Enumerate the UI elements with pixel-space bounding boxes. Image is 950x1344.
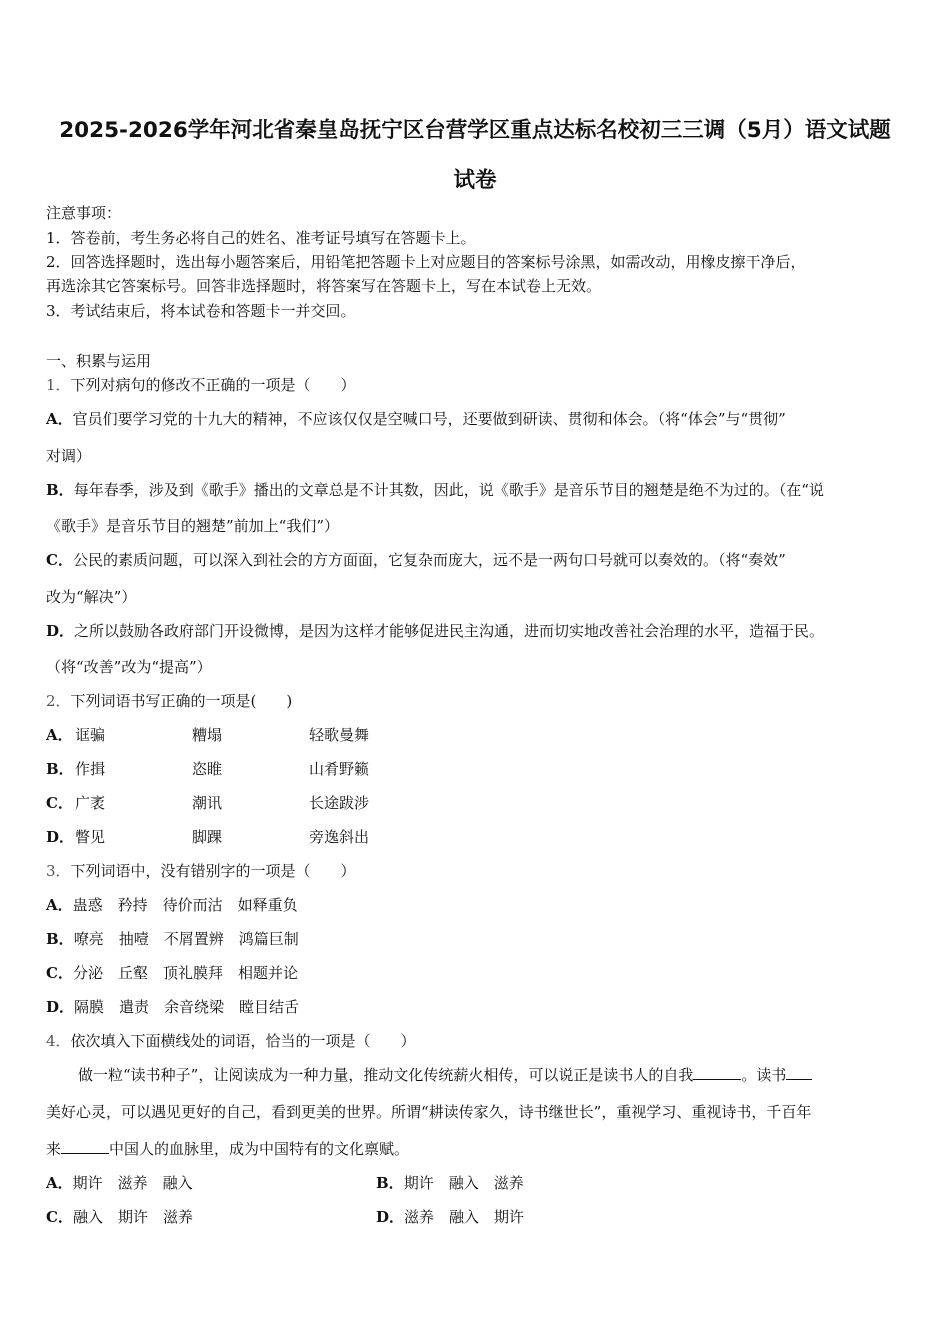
option-word: 轻歌曼舞 [309,726,370,744]
question-1 [46,375,356,395]
option-label: B． [46,930,74,948]
option-word: 糟塌 [192,726,223,744]
exam-title-continued: 试卷 [453,168,497,193]
question-4 [46,1031,416,1051]
option-text: 融入 期许 滋养 [72,1208,193,1226]
q4-passage-line [46,1139,409,1159]
option-label: A． [46,896,73,914]
option-label: C． [46,794,73,812]
q1-option-c [46,550,786,570]
question-stem: 下列词语中，没有错别字的一项是（ ） [70,862,356,880]
option-label: C． [46,1208,73,1226]
question-stem: 依次填入下面横线处的词语，恰当的一项是（ ） [70,1032,416,1050]
option-word: 潮讯 [192,794,223,812]
option-text: 嘹亮 抽噎 不屑置辨 鸿篇巨制 [73,930,299,948]
q4-option-c [46,1207,193,1227]
option-label: B． [46,760,74,778]
option-label: A． [46,410,73,428]
option-word: 脚踝 [192,828,223,846]
q1-option-a-cont: 对调） [46,447,92,465]
question-2 [46,691,292,711]
option-text: 隔膜 遣责 余音绕梁 瞠目结舌 [74,998,300,1016]
q4-option-a [46,1173,193,1193]
q4-option-d [376,1207,524,1227]
q3-option-d [46,997,299,1017]
option-label: A． [46,1174,73,1192]
passage-text: 来 [46,1140,62,1158]
q3-option-c [46,963,298,983]
question-number: 1． [46,376,71,394]
question-stem: 下列对病句的修改不正确的一项是（ ） [70,376,356,394]
q4-passage-line [78,1065,812,1085]
option-text: 蛊惑 矜持 待价而沽 如释重负 [72,896,298,914]
fill-blank [693,1065,741,1080]
option-word: 作揖 [75,760,106,778]
q3-option-b [46,929,299,949]
option-word: 广袤 [75,794,106,812]
q1-option-a [46,409,786,429]
option-text: 期许 滋养 融入 [72,1174,193,1192]
option-word: 长途跋涉 [309,794,370,812]
option-text: 分泌 丘壑 顶礼膜拜 相题并论 [72,964,298,982]
q3-option-a [46,895,298,915]
notice-heading: 注意事项： [46,204,122,222]
option-label: D． [46,828,75,846]
q1-option-d [46,621,824,641]
question-stem: 下列词语书写正确的一项是( ) [70,692,293,710]
fill-blank [61,1139,109,1154]
option-label: C． [46,964,73,982]
question-number: 2． [46,692,71,710]
section-heading: 一、积累与运用 [46,352,152,370]
option-label: D． [46,622,75,640]
notice-item: 2．回答选择题时，选出每小题答案后，用铅笔把答题卡上对应题目的答案标号涂黑，如需改动，用橡皮擦干净后， [46,253,806,271]
option-label: C． [46,551,73,569]
option-label: B． [376,1174,404,1192]
option-word: 山肴野籁 [309,760,370,778]
option-text: 公民的素质问题，可以深入到社会的方方面面，它复杂而庞大，远不是一两句口号就可以奏效的。（将“奏效” [72,551,786,569]
exam-title: 2025-2026学年河北省秦皇岛抚宁区台营学区重点达标名校初三三调（5月）语文试题 [59,118,891,143]
q1-option-b [46,480,824,500]
question-number: 3． [46,862,71,880]
option-label: B． [46,481,74,499]
question-3 [46,861,356,881]
q1-option-b-cont: 《歌手》是音乐节目的翘楚”前加上“我们”） [46,517,340,535]
option-word: 旁逸斜出 [309,828,370,846]
option-text: 滋养 融入 期许 [404,1208,525,1226]
option-text: 期许 融入 滋养 [403,1174,524,1192]
notice-item: 1．答卷前，考生务必将自己的姓名、准考证号填写在答题卡上。 [46,229,476,247]
q4-passage-line: 美好心灵，可以遇见更好的自己，看到更美的世界。所谓“耕读传家久，诗书继世长”，重视学习、重视诗书，千百年 [46,1103,812,1121]
option-label: A． [46,726,73,744]
option-text: 官员们要学习党的十九大的精神，不应该仅仅是空喊口号，还要做到研读、贯彻和体会。（将“体会”与“贯彻” [72,410,786,428]
option-word: 瞥见 [75,828,106,846]
passage-text: 做一粒“读书种子”，让阅读成为一种力量，推动文化传统薪火相传，可以说正是读书人的自我 [78,1066,694,1084]
passage-text: 。读书 [741,1066,787,1084]
option-word: 诓骗 [75,726,106,744]
notice-item: 3．考试结束后，将本试卷和答题卡一并交回。 [46,302,356,320]
q1-option-c-cont: 改为“解决”） [46,588,137,606]
fill-blank [786,1065,812,1080]
option-word: 恣睢 [192,760,223,778]
option-text: 之所以鼓励各政府部门开设微博，是因为这样才能够促进民主沟通，进而切实地改善社会治理的水平，造福于民。 [74,622,825,640]
option-text: 每年春季，涉及到《歌手》播出的文章总是不计其数，因此，说《歌手》是音乐节目的翘楚是绝不为过的。（在“说 [73,481,824,499]
notice-item: 再选涂其它答案标号。回答非选择题时，将答案写在答题卡上，写在本试卷上无效。 [46,277,602,295]
q4-option-b [376,1173,524,1193]
option-label: D． [46,998,75,1016]
question-number: 4． [46,1032,71,1050]
passage-text: 中国人的血脉里，成为中国特有的文化禀赋。 [109,1140,410,1158]
option-label: D． [376,1208,405,1226]
q1-option-d-cont: （将“改善”改为“提高”） [46,658,212,676]
